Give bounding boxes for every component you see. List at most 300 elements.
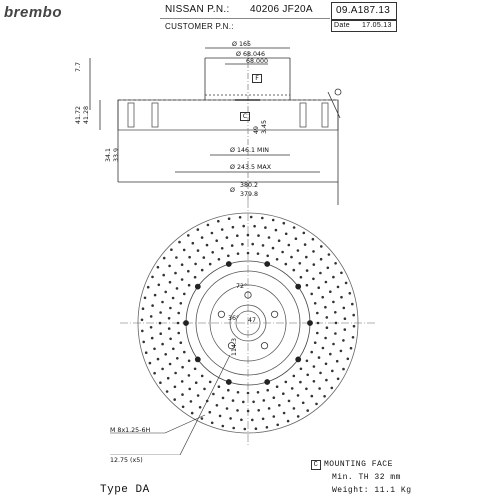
drill-hole xyxy=(188,374,191,377)
drill-hole xyxy=(262,244,265,247)
drill-hole xyxy=(317,286,320,289)
drill-hole xyxy=(176,357,179,360)
drill-hole xyxy=(221,247,224,250)
drill-hole xyxy=(320,258,323,261)
drill-hole xyxy=(300,276,303,279)
drill-hole xyxy=(199,406,202,409)
dim-47: 47 xyxy=(248,317,257,324)
drill-hole xyxy=(276,258,279,261)
dim-7-7: 7.7 xyxy=(75,61,82,72)
drill-hole xyxy=(351,303,354,306)
drill-hole xyxy=(170,248,173,251)
drill-hole xyxy=(252,401,255,404)
drill-hole xyxy=(261,217,264,220)
drill-hole xyxy=(232,399,235,402)
thread-label: M 8x1.25-6H xyxy=(110,427,151,434)
drill-hole xyxy=(153,348,156,351)
drill-hole xyxy=(316,332,319,335)
drill-hole xyxy=(299,262,302,265)
drill-hole xyxy=(285,233,288,236)
drill-hole xyxy=(295,237,298,240)
drill-hole xyxy=(177,332,180,335)
drill-hole xyxy=(322,347,325,350)
drill-hole xyxy=(145,351,148,354)
drill-hole xyxy=(257,252,260,255)
drill-hole xyxy=(327,267,330,270)
drill-hole xyxy=(281,251,284,254)
drill-hole xyxy=(175,256,178,259)
drill-hole xyxy=(313,380,316,383)
drill-hole xyxy=(320,245,323,248)
drill-hole xyxy=(244,428,247,431)
dim-41-72: 41.72 xyxy=(75,105,82,124)
bell-bolt xyxy=(307,320,312,325)
drill-hole xyxy=(222,425,225,428)
drill-hole xyxy=(158,284,161,287)
drill-hole xyxy=(257,391,260,394)
drill-hole xyxy=(207,224,210,227)
drill-hole xyxy=(141,319,144,322)
min-thickness: Min. TH 32 mm xyxy=(332,473,401,482)
drill-hole xyxy=(251,243,254,246)
drill-hole xyxy=(157,358,160,361)
drill-hole xyxy=(181,393,184,396)
drill-hole xyxy=(169,338,172,341)
drill-hole xyxy=(157,266,160,269)
drill-hole xyxy=(176,287,179,290)
drill-hole xyxy=(183,351,186,354)
drill-hole xyxy=(247,252,250,255)
drill-hole xyxy=(312,238,315,241)
drill-hole xyxy=(337,286,340,289)
dim-68-upper: Ø 68.046 xyxy=(236,51,265,58)
drill-hole xyxy=(310,351,313,354)
wheel-bolt-hole xyxy=(261,343,267,349)
drill-hole xyxy=(264,226,267,229)
drill-hole xyxy=(297,249,300,252)
mounting-face: MOUNTING FACE xyxy=(324,460,393,469)
drill-hole xyxy=(305,256,308,259)
drill-hole xyxy=(181,366,184,369)
drill-hole xyxy=(150,315,153,318)
drill-hole xyxy=(303,232,306,235)
drill-hole xyxy=(218,258,221,261)
drill-hole xyxy=(331,370,334,373)
drill-hole xyxy=(285,381,288,384)
drill-hole xyxy=(219,415,222,418)
drill-hole xyxy=(237,391,240,394)
drill-hole xyxy=(150,326,153,329)
drill-hole xyxy=(161,301,164,304)
bell-bolt xyxy=(265,261,270,266)
dim-146-1: Ø 146.1 MIN xyxy=(230,147,269,154)
drill-hole xyxy=(178,241,181,244)
drill-hole xyxy=(151,304,154,307)
drill-hole xyxy=(332,343,335,346)
drill-hole xyxy=(285,263,288,266)
drill-hole xyxy=(278,404,281,407)
drill-hole xyxy=(180,302,183,305)
dim-380-prefix: Ø xyxy=(230,187,235,194)
dim-3-45: 3.45 xyxy=(261,119,268,134)
bell-bolt xyxy=(296,357,301,362)
drill-hole xyxy=(283,412,286,415)
drill-hole xyxy=(247,410,250,413)
drill-hole xyxy=(306,269,309,272)
drill-hole xyxy=(319,272,322,275)
drill-hole xyxy=(334,262,337,265)
drill-hole xyxy=(347,358,350,361)
drill-hole xyxy=(181,380,184,383)
drill-hole xyxy=(163,257,166,260)
drill-hole xyxy=(194,276,197,279)
drill-hole xyxy=(253,225,256,228)
drill-hole xyxy=(332,301,335,304)
drill-hole xyxy=(312,250,315,253)
bell-bolt xyxy=(265,379,270,384)
drill-hole xyxy=(227,255,230,258)
drill-hole xyxy=(174,386,177,389)
drill-hole xyxy=(177,312,180,315)
drill-hole xyxy=(222,397,225,400)
drill-hole xyxy=(247,392,250,395)
drill-hole xyxy=(331,387,334,390)
drill-hole xyxy=(168,265,171,268)
drill-hole xyxy=(142,307,145,310)
drill-hole xyxy=(144,297,147,300)
drill-hole xyxy=(250,216,253,219)
drill-hole xyxy=(201,375,204,378)
drill-hole xyxy=(239,216,242,219)
drill-hole xyxy=(297,394,300,397)
drill-hole xyxy=(166,390,169,393)
drill-hole xyxy=(306,374,309,377)
drill-hole xyxy=(168,317,171,320)
bell-bolt xyxy=(195,284,200,289)
bell-bolt xyxy=(226,379,231,384)
drill-hole xyxy=(282,392,285,395)
drill-hole xyxy=(218,385,221,388)
weight: Weight: 11.1 Kg xyxy=(332,486,412,495)
drill-hole xyxy=(313,365,316,368)
drill-hole xyxy=(216,404,219,407)
drill-hole xyxy=(169,281,172,284)
drill-hole xyxy=(162,274,165,277)
dim-33-9: 33.9 xyxy=(113,147,120,162)
wheel-bolt-hole xyxy=(218,311,224,317)
drill-hole xyxy=(344,317,347,320)
drill-hole xyxy=(240,419,243,422)
drill-hole xyxy=(167,377,170,380)
drill-hole xyxy=(345,282,348,285)
drill-hole xyxy=(172,348,175,351)
dim-49: 49 xyxy=(253,125,260,134)
tag-f: F xyxy=(252,74,262,83)
bell-bolt xyxy=(296,284,301,289)
drill-hole xyxy=(291,387,294,390)
drill-hole xyxy=(203,256,206,259)
drill-hole xyxy=(154,294,157,297)
drill-hole xyxy=(344,328,347,331)
drill-hole xyxy=(334,332,337,335)
drill-hole xyxy=(164,291,167,294)
brand-logo-text: brembo xyxy=(4,4,63,21)
drill-hole xyxy=(215,239,218,242)
drill-hole xyxy=(192,242,195,245)
drill-hole xyxy=(190,400,193,403)
drill-hole xyxy=(211,232,214,235)
drill-hole xyxy=(195,381,198,384)
drill-hole xyxy=(290,256,293,259)
drill-hole xyxy=(197,249,200,252)
drill-hole xyxy=(316,312,319,315)
part-number: 09.A187.13 xyxy=(336,5,391,16)
drill-hole xyxy=(159,381,162,384)
drill-hole xyxy=(221,228,224,231)
drill-hole xyxy=(266,255,269,258)
drill-hole xyxy=(318,387,321,390)
drill-hole xyxy=(323,395,326,398)
drill-hole xyxy=(251,419,254,422)
drill-hole xyxy=(183,249,186,252)
drill-hole xyxy=(306,284,309,287)
mounting-tag: C xyxy=(311,460,321,470)
drill-hole xyxy=(275,229,278,232)
drill-hole xyxy=(314,341,317,344)
drill-hole xyxy=(312,278,315,281)
drill-hole xyxy=(201,417,204,420)
angle-36: 36° xyxy=(228,315,240,322)
drill-hole xyxy=(159,322,162,325)
drill-hole xyxy=(183,293,186,296)
drill-hole xyxy=(229,417,232,420)
drill-hole xyxy=(288,244,291,247)
drill-hole xyxy=(241,243,244,246)
drill-hole xyxy=(151,276,154,279)
drill-hole xyxy=(336,360,339,363)
drill-hole xyxy=(352,314,355,317)
drill-hole xyxy=(300,368,303,371)
drill-hole xyxy=(236,234,239,237)
drill-hole xyxy=(173,398,176,401)
drill-hole xyxy=(201,236,204,239)
drill-hole xyxy=(299,381,302,384)
drill-hole xyxy=(257,234,260,237)
drill-hole xyxy=(335,322,338,325)
drill-hole xyxy=(236,409,239,412)
bell-bolt xyxy=(183,320,188,325)
drill-hole xyxy=(334,311,337,314)
dim-114-3: 114.3 xyxy=(231,337,238,356)
drill-hole xyxy=(340,350,343,353)
drill-hole xyxy=(142,341,145,344)
drill-hole xyxy=(161,368,164,371)
drill-hole xyxy=(324,337,327,340)
bell-bolt xyxy=(226,261,231,266)
drill-hole xyxy=(247,234,250,237)
drill-hole xyxy=(302,402,305,405)
drill-hole xyxy=(188,360,191,363)
drill-hole xyxy=(352,336,355,339)
drill-hole xyxy=(319,372,322,375)
wheel-bolt-hole xyxy=(271,311,277,317)
drill-hole xyxy=(305,388,308,391)
drill-hole xyxy=(342,339,345,342)
drill-hole xyxy=(180,341,183,344)
drill-hole xyxy=(141,330,144,333)
drill-hole xyxy=(187,270,190,273)
date-label: Date xyxy=(334,22,350,29)
drill-hole xyxy=(266,389,269,392)
drill-hole xyxy=(297,415,300,418)
drill-hole xyxy=(325,281,328,284)
drill-hole xyxy=(343,307,346,310)
drill-hole xyxy=(228,217,231,220)
drill-hole xyxy=(340,272,343,275)
drill-hole xyxy=(164,353,167,356)
drill-hole xyxy=(329,353,332,356)
drill-hole xyxy=(349,292,352,295)
drill-hole xyxy=(194,263,197,266)
drill-hole xyxy=(211,422,214,425)
drill-hole xyxy=(242,225,245,228)
drill-hole xyxy=(188,256,191,259)
date-value: 17.05.13 xyxy=(362,22,392,29)
drill-hole xyxy=(255,427,258,430)
drill-hole xyxy=(314,302,317,305)
drill-hole xyxy=(201,269,204,272)
drill-hole xyxy=(232,226,235,229)
drill-hole xyxy=(353,325,356,328)
drill-hole xyxy=(168,327,171,330)
type-label: Type DA xyxy=(100,484,150,496)
drill-hole xyxy=(226,236,229,239)
drill-hole xyxy=(325,363,328,366)
drill-hole xyxy=(293,407,296,410)
drill-hole xyxy=(266,426,269,429)
drill-hole xyxy=(332,276,335,279)
drill-hole xyxy=(182,406,185,409)
drill-hole xyxy=(324,306,327,309)
drill-hole xyxy=(177,322,180,325)
bell-bolt xyxy=(195,357,200,362)
drill-hole xyxy=(161,343,164,346)
holes-label: 12.75 (x5) xyxy=(110,457,143,464)
drill-hole xyxy=(211,251,214,254)
drill-hole xyxy=(304,243,307,246)
drill-hole xyxy=(268,407,271,410)
drill-hole xyxy=(293,269,296,272)
dim-380-2: 380.2 xyxy=(240,182,259,189)
tag-c: C xyxy=(240,112,250,121)
face-view-drawing xyxy=(0,195,500,455)
drill-hole xyxy=(206,244,209,247)
drill-hole xyxy=(174,272,177,275)
drill-hole xyxy=(191,412,194,415)
drill-hole xyxy=(151,337,154,340)
drill-hole xyxy=(242,401,245,404)
drill-hole xyxy=(169,363,172,366)
angle-72: 72° xyxy=(236,283,248,290)
drill-hole xyxy=(272,247,275,250)
drill-hole xyxy=(232,427,235,430)
drill-hole xyxy=(181,263,184,266)
drill-hole xyxy=(212,393,215,396)
drill-hole xyxy=(315,403,318,406)
drill-hole xyxy=(321,296,324,299)
drill-hole xyxy=(187,234,190,237)
drill-hole xyxy=(273,396,276,399)
drill-hole xyxy=(172,297,175,300)
drill-hole xyxy=(263,399,266,402)
drill-hole xyxy=(317,322,320,325)
drill-hole xyxy=(342,368,345,371)
drill-hole xyxy=(293,375,296,378)
drill-hole xyxy=(174,372,177,375)
drill-hole xyxy=(217,220,220,223)
drill-hole xyxy=(293,226,296,229)
drill-hole xyxy=(159,311,162,314)
drill-hole xyxy=(257,409,260,412)
drill-hole xyxy=(209,263,212,266)
drill-hole xyxy=(326,326,329,329)
drill-hole xyxy=(306,409,309,412)
customer-label: CUSTOMER P.N.: xyxy=(165,22,234,31)
dim-41-28: 41.28 xyxy=(83,105,90,124)
dim-68-lower: 68.000 xyxy=(246,58,269,65)
drill-hole xyxy=(283,222,286,225)
drill-hole xyxy=(326,316,329,319)
drill-hole xyxy=(147,286,150,289)
dim-34-1: 34.1 xyxy=(105,147,112,162)
drill-hole xyxy=(318,356,321,359)
drill-hole xyxy=(181,278,184,281)
drill-hole xyxy=(306,360,309,363)
drill-hole xyxy=(287,420,290,423)
drill-hole xyxy=(350,347,353,350)
drill-hole xyxy=(268,236,271,239)
drill-hole xyxy=(310,293,313,296)
drill-hole xyxy=(188,388,191,391)
drill-hole xyxy=(169,307,172,310)
drill-hole xyxy=(226,407,229,410)
drill-hole xyxy=(197,228,200,231)
drill-hole xyxy=(153,372,156,375)
drill-hole xyxy=(313,263,316,266)
dim-379-8: 379.8 xyxy=(240,191,259,198)
drill-hole xyxy=(329,290,332,293)
dim-243-5: Ø 243.5 MAX xyxy=(230,164,272,171)
drill-hole xyxy=(159,332,162,335)
drill-hole xyxy=(237,252,240,255)
drill-hole xyxy=(227,389,230,392)
drill-hole xyxy=(209,411,212,414)
drill-hole xyxy=(209,381,212,384)
drill-hole xyxy=(262,418,265,421)
drill-hole xyxy=(149,362,152,365)
drill-hole xyxy=(311,395,314,398)
drill-hole xyxy=(337,378,340,381)
drill-hole xyxy=(340,296,343,299)
drill-hole xyxy=(278,239,281,242)
dim-165: Ø 165 xyxy=(232,41,251,48)
drill-hole xyxy=(276,424,279,427)
drill-hole xyxy=(272,219,275,222)
drill-hole xyxy=(328,253,331,256)
drill-hole xyxy=(276,385,279,388)
oem-number: 40206 JF20A xyxy=(250,4,313,15)
drill-hole xyxy=(325,379,328,382)
